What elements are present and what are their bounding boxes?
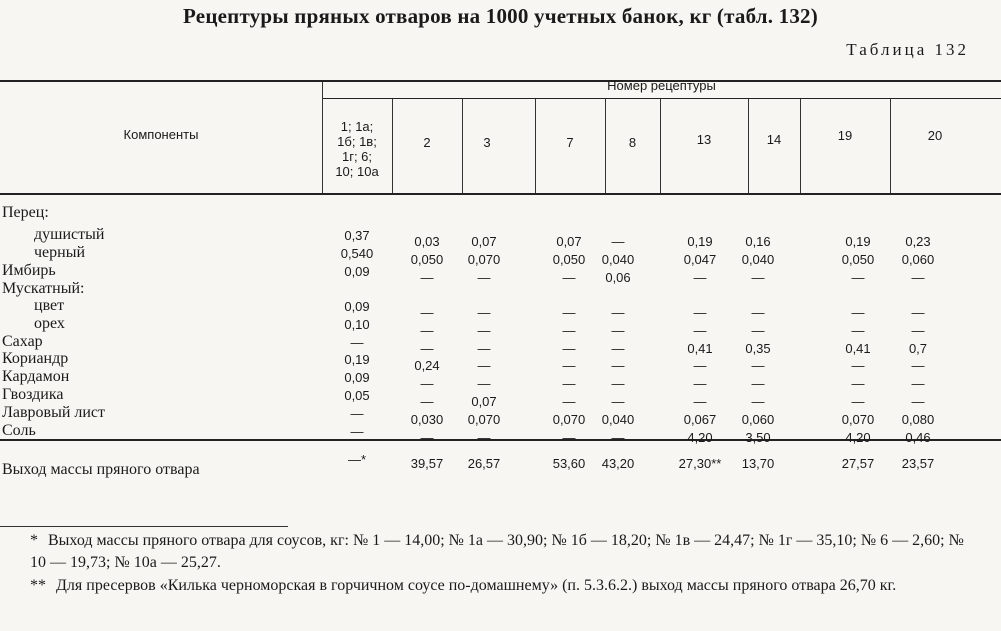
row-label: Сахар — [2, 333, 43, 350]
table-cell: 0,46 — [905, 430, 931, 445]
table-cell: — — [477, 270, 491, 285]
row-label: Перец: — [2, 204, 49, 221]
table-cell: 0,09 — [344, 264, 370, 279]
table-cell: — — [562, 430, 576, 445]
table-cell: — — [420, 430, 434, 445]
table-cell: — — [911, 323, 925, 338]
yield-cell: —* — [347, 452, 367, 467]
table-cell: — — [851, 305, 865, 320]
table-cell: — — [693, 394, 707, 409]
recipe-number-header: Номер рецептуры — [607, 78, 716, 93]
table-cell: 0,7 — [908, 341, 928, 356]
table-cell: — — [851, 358, 865, 373]
table-cell: — — [693, 270, 707, 285]
col-header-8: 8 — [628, 135, 637, 150]
col-header-2: 2 — [423, 135, 431, 150]
table-cell: 0,030 — [410, 412, 444, 427]
table-cell: — — [693, 305, 707, 320]
table-cell: 0,09 — [344, 370, 370, 385]
table-cell: — — [350, 406, 364, 421]
table-cell: 0,070 — [467, 252, 501, 267]
table-cell: 0,047 — [683, 252, 717, 267]
col-header-19: 19 — [837, 128, 853, 143]
footnote-2 — [30, 575, 980, 597]
table-cell: — — [420, 305, 434, 320]
yield-cell: 13,70 — [741, 456, 775, 471]
row-label: Мускатный: — [2, 280, 85, 297]
table-cell: — — [420, 270, 434, 285]
table-cell: — — [911, 394, 925, 409]
row-label: душистый — [34, 226, 105, 243]
row-label: Имбирь — [2, 262, 56, 279]
table-cell: — — [611, 323, 625, 338]
table-cell: 0,080 — [901, 412, 935, 427]
table-cell: — — [693, 376, 707, 391]
col-header-3: 3 — [483, 135, 491, 150]
table-cell: 0,050 — [841, 252, 875, 267]
footnote-divider — [0, 526, 288, 527]
table-cell: — — [751, 323, 765, 338]
row-label: Гвоздика — [2, 386, 64, 403]
footnote-1-mark: * — [30, 532, 38, 549]
table-cell: 0,070 — [841, 412, 875, 427]
table-cell: — — [562, 323, 576, 338]
table-cell: — — [751, 376, 765, 391]
table-cell: 0,41 — [845, 341, 871, 356]
table-cell: 3,50 — [745, 430, 771, 445]
table-cell: 0,040 — [741, 252, 775, 267]
table-cell: 0,060 — [901, 252, 935, 267]
table-cell: — — [911, 358, 925, 373]
column-divider — [890, 99, 891, 193]
table-cell: 4,20 — [845, 430, 871, 445]
table-cell: 0,37 — [344, 228, 370, 243]
yield-cell: 23,57 — [901, 456, 935, 471]
table-cell: — — [477, 305, 491, 320]
first-column-header: 1; 1а; 1б; 1в; 1г; 6; 10; 10а — [335, 119, 379, 179]
table-number: Таблица 132 — [846, 40, 969, 59]
table-cell: 0,070 — [552, 412, 586, 427]
table-cell: — — [611, 234, 625, 249]
row-label: Лавровый лист — [2, 404, 106, 421]
table-cell: — — [611, 341, 625, 356]
table-cell: — — [420, 323, 434, 338]
table-cell: — — [562, 270, 576, 285]
row-label: Кориандр — [2, 350, 69, 367]
table-cell: — — [420, 341, 434, 356]
table-cell: — — [911, 305, 925, 320]
table-cell: — — [477, 358, 491, 373]
table-cell: 0,10 — [344, 317, 370, 332]
footnote-2-mark: ** — [30, 577, 46, 594]
recipe-header-rule — [322, 98, 1001, 99]
table-cell: 0,41 — [687, 341, 713, 356]
table-cell: 0,19 — [845, 234, 871, 249]
footnote-1-text: Выход массы пряного отвара для соусов, кг: № 1 — 14,00; № 1а — 30,90; № 1б — 18,20; № 1в — 24,47; № 1г — 35,10; № 6 — 2,60; № 10 — 19,73; № 10а — 25,27. — [30, 532, 964, 571]
yield-cell: 53,60 — [552, 456, 586, 471]
table-cell: 0,060 — [741, 412, 775, 427]
table-cell: — — [562, 305, 576, 320]
table-cell: — — [751, 358, 765, 373]
table-cell: 0,05 — [344, 388, 370, 403]
table-cell: 0,07 — [471, 234, 497, 249]
table-cell: — — [611, 305, 625, 320]
table-cell: — — [477, 430, 491, 445]
table-cell: 0,19 — [687, 234, 713, 249]
table-cell: 0,09 — [344, 299, 370, 314]
table-cell: 4,20 — [687, 430, 713, 445]
table-cell: — — [477, 341, 491, 356]
table-cell: 0,23 — [905, 234, 931, 249]
table-cell: — — [851, 394, 865, 409]
table-cell: 0,19 — [344, 352, 370, 367]
column-divider — [800, 99, 801, 193]
table-cell: 0,540 — [340, 246, 374, 261]
table-cell: — — [477, 323, 491, 338]
table-cell: 0,07 — [556, 234, 582, 249]
table-cell: 0,24 — [414, 358, 440, 373]
row-label: орех — [34, 315, 65, 332]
yield-row-label: Выход массы пряного отвара — [2, 461, 200, 478]
table-cell: 0,07 — [471, 394, 497, 409]
table-cell: — — [477, 376, 491, 391]
table-cell: — — [911, 270, 925, 285]
table-cell: — — [420, 376, 434, 391]
row-label: цвет — [34, 297, 65, 314]
table-cell: — — [420, 394, 434, 409]
table-cell: — — [751, 394, 765, 409]
yield-cell: 39,57 — [410, 456, 444, 471]
table-cell: — — [350, 424, 364, 439]
table-cell: — — [562, 394, 576, 409]
table-cell: 0,067 — [683, 412, 717, 427]
table-cell: — — [562, 358, 576, 373]
table-cell: — — [851, 323, 865, 338]
col-header-14: 14 — [766, 132, 782, 147]
table-cell: — — [851, 376, 865, 391]
table-cell: 0,040 — [601, 412, 635, 427]
table-cell: 0,050 — [552, 252, 586, 267]
table-cell: — — [751, 270, 765, 285]
table-cell: — — [611, 376, 625, 391]
table-cell: 0,070 — [467, 412, 501, 427]
yield-cell: 27,30** — [678, 456, 722, 471]
table-cell: — — [562, 341, 576, 356]
table-cell: — — [611, 394, 625, 409]
col-header-7: 7 — [566, 135, 574, 150]
table-cell: — — [611, 430, 625, 445]
row-label: черный — [34, 244, 86, 261]
table-cell: — — [911, 376, 925, 391]
col-header-20: 20 — [927, 128, 943, 143]
row-label: Соль — [2, 422, 36, 439]
footnote-2-text: Для пресервов «Килька черноморская в горчичном соусе по-домашнему» (п. 5.3.6.2.) выход массы пряного отвара 26,70 кг. — [56, 577, 897, 594]
table-cell: 0,050 — [410, 252, 444, 267]
table-cell: — — [693, 323, 707, 338]
table-cell: — — [751, 305, 765, 320]
row-label: Кардамон — [2, 368, 70, 385]
table-cell: 0,06 — [605, 270, 631, 285]
table-cell: — — [611, 358, 625, 373]
table-cell: — — [562, 376, 576, 391]
footnote-1 — [30, 530, 980, 574]
col-header-13: 13 — [696, 132, 712, 147]
table-cell: 0,03 — [414, 234, 440, 249]
yield-cell: 26,57 — [467, 456, 501, 471]
yield-cell: 43,20 — [601, 456, 635, 471]
header-bottom-rule — [0, 193, 1001, 195]
table-cell: 0,35 — [745, 341, 771, 356]
table-cell: — — [350, 335, 364, 350]
components-header: Компоненты — [123, 127, 199, 142]
yield-cell: 27,57 — [841, 456, 875, 471]
page-title: Рецептуры пряных отваров на 1000 учетных банок, кг (табл. 132) — [183, 4, 818, 28]
table-cell: — — [693, 358, 707, 373]
table-cell: — — [851, 270, 865, 285]
table-cell: 0,040 — [601, 252, 635, 267]
table-cell: 0,16 — [745, 234, 771, 249]
